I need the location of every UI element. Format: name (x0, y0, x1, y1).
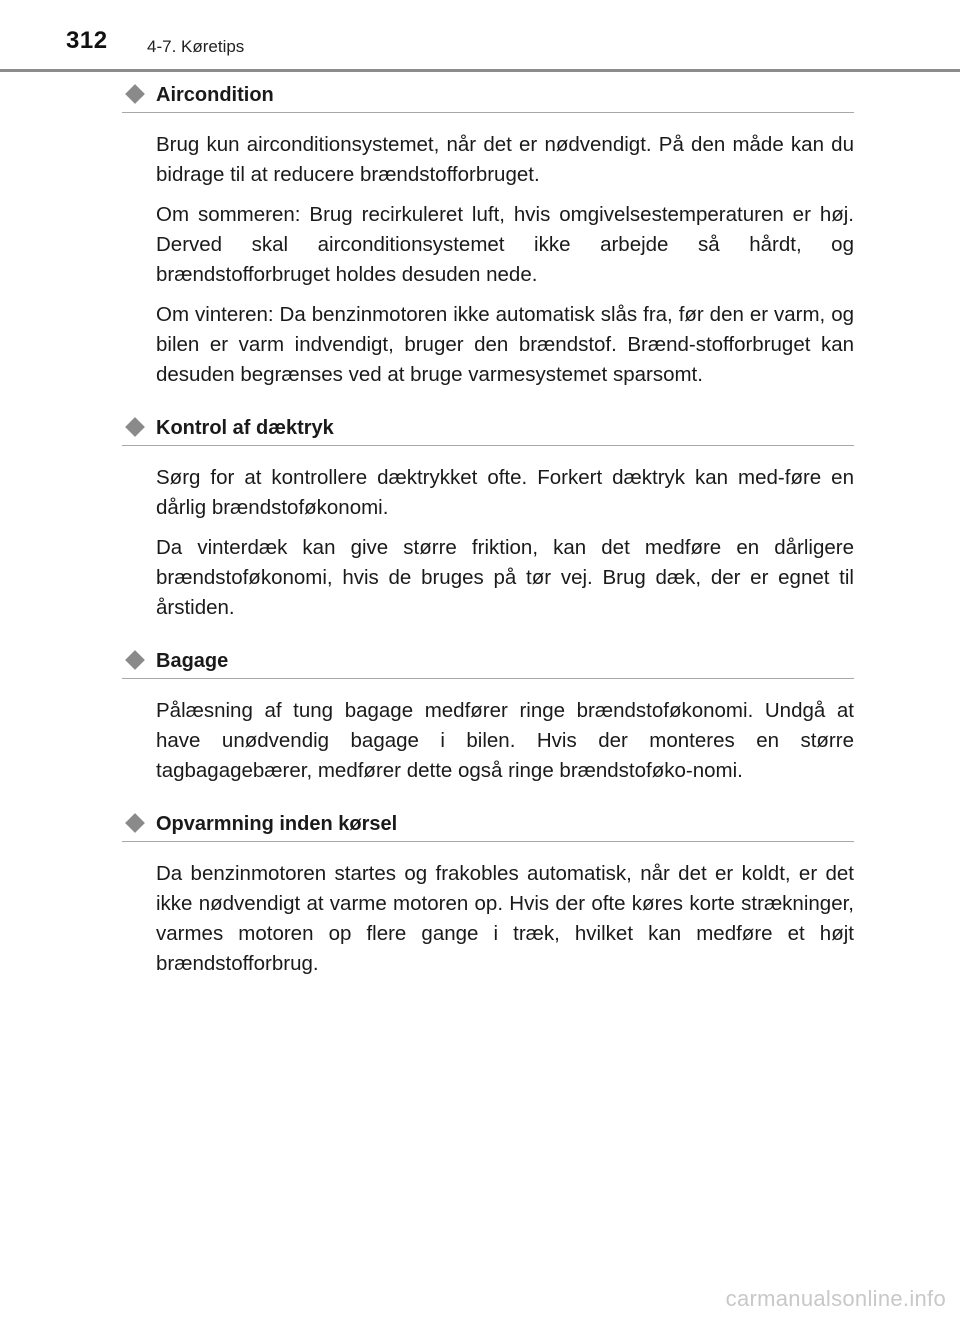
section-tire-pressure (122, 415, 854, 623)
diamond-bullet-icon (125, 813, 145, 833)
section-heading (122, 82, 854, 113)
chapter-title: 4-7. Køretips (147, 37, 245, 56)
paragraph: Sørg for at kontrollere dæktrykket ofte. Forkert dæktryk kan med-føre en dårlig brændstoføkonomi. (156, 466, 854, 519)
section-title: Kontrol af dæktryk (156, 417, 334, 439)
paragraph: Da vinterdæk kan give større friktion, kan det medføre en dårligere brændstoføkonomi, hvis de bruges på tør vej. Brug dæk, der er egnet til årstiden. (156, 536, 854, 619)
section-title: Opvarmning inden kørsel (156, 813, 398, 835)
diamond-bullet-icon (125, 84, 145, 104)
section-warm-up (122, 811, 854, 979)
header-divider (0, 69, 960, 72)
page-number: 312 (66, 27, 108, 54)
diamond-bullet-icon (125, 417, 145, 437)
watermark: carmanualsonline.info (725, 1286, 946, 1311)
section-title: Aircondition (156, 84, 274, 106)
paragraph: Om sommeren: Brug recirkuleret luft, hvis omgivelsestemperaturen er høj. Derved skal airconditionsystemet ikke arbejde så hårdt, og brændstofforbruget holdes desuden nede. (156, 203, 854, 286)
section-aircondition (122, 82, 854, 390)
section-heading (122, 648, 854, 679)
section-title: Bagage (156, 650, 229, 672)
diamond-bullet-icon (125, 650, 145, 670)
paragraph: Pålæsning af tung bagage medfører ringe brændstoføkonomi. Undgå at have unødvendig bagage i bilen. Hvis der monteres en større tagbagagebærer, medfører dette også ringe brændstoføko-nomi. (156, 699, 854, 782)
section-heading (122, 415, 854, 446)
section-heading (122, 811, 854, 842)
paragraph: Brug kun airconditionsystemet, når det er nødvendigt. På den måde kan du bidrage til at reducere brændstofforbruget. (156, 133, 854, 186)
page-content (122, 82, 854, 989)
paragraph: Om vinteren: Da benzinmotoren ikke automatisk slås fra, før den er varm, og bilen er varm indvendigt, bruger den brændstof. Brænd-stofforbruget kan desuden begrænses ved at bruge varmesystemet sparsomt. (156, 303, 854, 386)
paragraph: Da benzinmotoren startes og frakobles automatisk, når det er koldt, er det ikke nødvendigt at varme motoren op. Hvis der ofte køres korte strækninger, varmes motoren op flere gange i træk, hvilket kan medføre et højt brændstofforbrug. (156, 862, 854, 975)
section-luggage (122, 648, 854, 786)
